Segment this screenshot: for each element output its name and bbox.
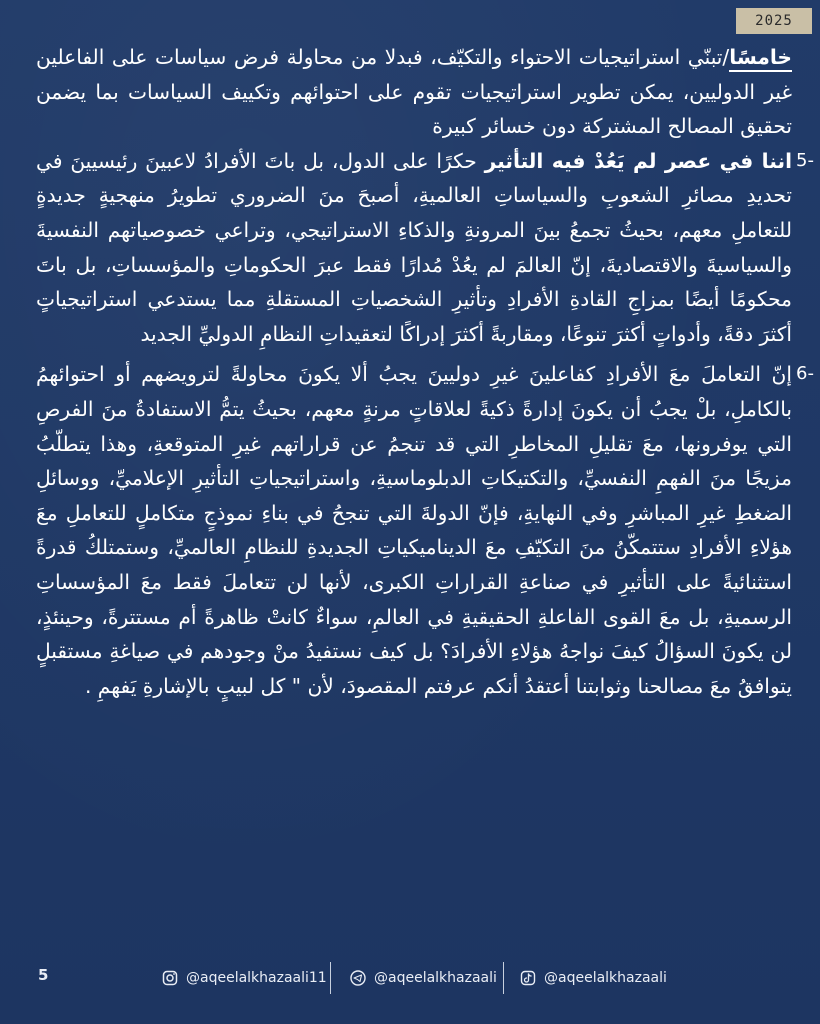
list-item-5	[36, 144, 814, 352]
paragraph-intro	[36, 40, 792, 144]
list-item-6	[36, 357, 814, 703]
section-lead-title: خامسًا	[729, 45, 792, 72]
list-item-5-text: حكرًا على الدول، بل باتَ الأفرادُ لاعبينَ رئيسيينَ في تحديدِ مصائرِ الشعوبِ والسياساتِ العالميةِ، أصبحَ منَ الضروري تطويرُ منهجيةٍ جديدةٍ للتعاملِ معهم، بحيثُ تجمعُ بينَ المرونةِ والذكاءِ الاستراتيجي، وتراعي خصوصياتهم النفسيةَ والسياسيةَ والاقتصاديةَ، إنّ العالمَ لم يعُدْ مُدارًا فقط عبرَ الحكوماتِ والمؤسساتِ، بل باتَ محكومًا أيضًا بمزاجِ القادةِ الأفرادِ وتأثيرِ الشخصياتِ المستقلةِ مما يستدعي استراتيجياتٍ أكثرَ دقةً، وأدواتٍ أكثرَ تنوعًا، ومقاربةً أكثرَ إدراكًا لتعقيداتِ النظامِ الدوليِّ الجديد	[36, 148, 792, 346]
list-item-5-bold-lead: اننا في عصر لم يَعُدْ فيه التأثير	[484, 148, 792, 173]
page-footer	[0, 958, 820, 998]
page-number: 5	[38, 966, 49, 984]
social-link-telegram[interactable]	[350, 958, 497, 998]
instagram-icon	[162, 970, 178, 986]
paragraph-intro-text: /تبنّي استراتيجيات الاحتواء والتكيّف، فبدلا من محاولة فرض سياسات على الفاعلين غير الدوليين، يمكن تطوير استراتيجيات تقوم على احتوائهم وتكييف السياسات بما يضمن تحقيق المصالح المشتركة دون خسائر كبيرة	[36, 45, 792, 139]
social-handle: @aqeelalkhazaali	[374, 970, 497, 986]
year-badge: 2025	[736, 8, 812, 34]
list-item-number: 5-	[796, 149, 814, 171]
article-body	[36, 40, 814, 703]
social-link-instagram[interactable]	[162, 958, 327, 998]
telegram-icon	[350, 970, 366, 986]
list-item-number: 6-	[796, 363, 814, 385]
social-handle: @aqeelalkhazaali11	[186, 970, 327, 986]
tiktok-icon	[520, 970, 536, 986]
list-item-6-text: إنّ التعاملَ معَ الأفرادِ كفاعلينَ غيرِ دوليينَ يجبُ ألا يكونَ محاولةً لترويضهم أو احتوائهمُ بالكاملِ، بلْ يجبُ أن يكونَ إدارةً ذكيةً لعلاقاتٍ مرنةٍ معهم، بحيثُ يتمُّ الاستفادةُ منَ الفرصِ التي يوفرونها، معَ تقليلِ المخاطرِ التي قد تنجمُ عن قراراتهم غيرِ المتوقعةِ، وهذا يتطلّبُ مزيجًا منَ الفهمِ النفسيِّ، والتكتيكاتِ الدبلوماسيةِ، واستراتيجياتِ التأثيرِ الإعلاميِّ، ووسائلِ الضغطِ غيرِ المباشرِ وفي النهايةِ، فإنّ الدولةَ التي تنجحُ في بناءِ نموذجٍ متكاملٍ للتعاملِ معَ هؤلاءِ الأفرادِ ستتمكّنُ منَ التكيّفِ معَ الديناميكياتِ الجديدةِ للنظامِ العالميِّ، وستمتلكُ قدرةً استثنائيةً على التأثيرِ في صناعةِ القراراتِ الكبرى، لأنها لن تتعاملَ فقط معَ المؤسساتِ الرسميةِ، بل معَ القوى الفاعلةِ الحقيقيةِ في العالمِ، سواءٌ كانتْ ظاهرةً أم مستترةً، وحينئذٍ، لن يكونَ السؤالُ كيفَ نواجهُ هؤلاءِ الأفرادَ؟ بل كيف نستفيدُ منْ وجودهم في صياغةِ مستقبلٍ يتوافقُ معَ مصالحنا وثوابتنا أعتقدُ أنكم عرفتم المقصودَ، لأن " كل لبيبٍ بالإشارةِ يَفهمِ .	[36, 362, 792, 698]
footer-divider	[503, 962, 504, 994]
social-handle: @aqeelalkhazaali	[544, 970, 667, 986]
footer-divider	[330, 962, 331, 994]
social-link-tiktok[interactable]	[520, 958, 667, 998]
